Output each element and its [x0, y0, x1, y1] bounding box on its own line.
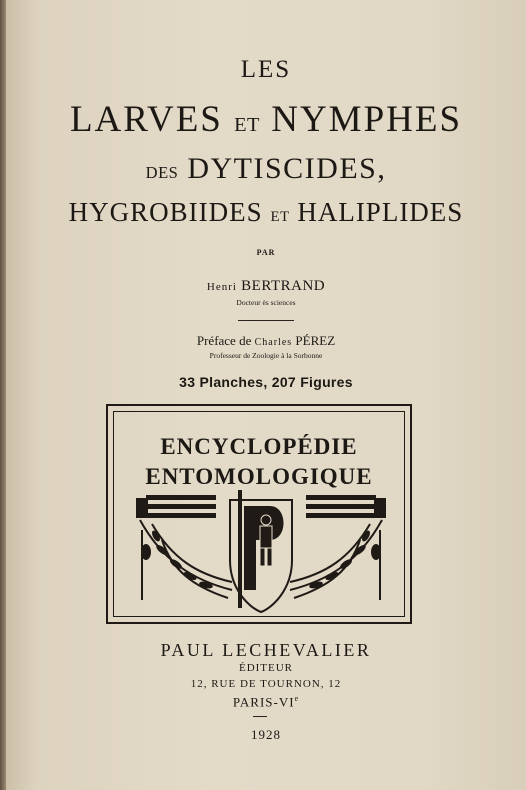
- publisher-city: PARIS-VIe: [232, 694, 300, 710]
- left-banner: [136, 495, 216, 518]
- printer-mark-illustration: [132, 490, 390, 616]
- staff: [238, 490, 242, 608]
- publisher-address: 12, RUE DE TOURNON, 12: [190, 678, 342, 690]
- title-page: [6, 0, 526, 790]
- divider: [253, 716, 267, 717]
- series-title-line-1: ENCYCLOPÉDIE: [160, 434, 358, 459]
- title-preposition: DES: [145, 163, 179, 182]
- divider: [238, 320, 294, 321]
- right-banner: [306, 495, 386, 518]
- contents-count: 33 Planches, 207 Figures: [179, 374, 353, 390]
- title-line-2: LARVES ET NYMPHES: [69, 99, 463, 140]
- preface-position: Professeur de Zoologie à la Sorbonne: [209, 351, 323, 360]
- publication-year: 1928: [251, 727, 281, 742]
- title-line-1: LES: [240, 56, 292, 83]
- title-conjunction: ET: [270, 209, 290, 225]
- series-title-line-2: ENTOMOLOGIQUE: [145, 464, 373, 489]
- title-line-4: HYGROBIIDES ET HALIPLIDES: [68, 197, 464, 227]
- series-emblem: [106, 404, 412, 624]
- title-line-3: DES DYTISCIDES,: [145, 152, 387, 185]
- byline-par: PAR: [256, 248, 276, 257]
- title-conjunction: ET: [234, 114, 260, 136]
- publisher-role: ÉDITEUR: [238, 662, 294, 674]
- publisher-name: PAUL LECHEVALIER: [160, 640, 372, 660]
- emblem-inner-frame: [113, 411, 405, 617]
- author-degree: Docteur ès sciences: [236, 298, 296, 307]
- author-name: Henri BERTRAND: [206, 278, 326, 294]
- preface-credit: Préface de Charles PÉREZ: [196, 333, 336, 348]
